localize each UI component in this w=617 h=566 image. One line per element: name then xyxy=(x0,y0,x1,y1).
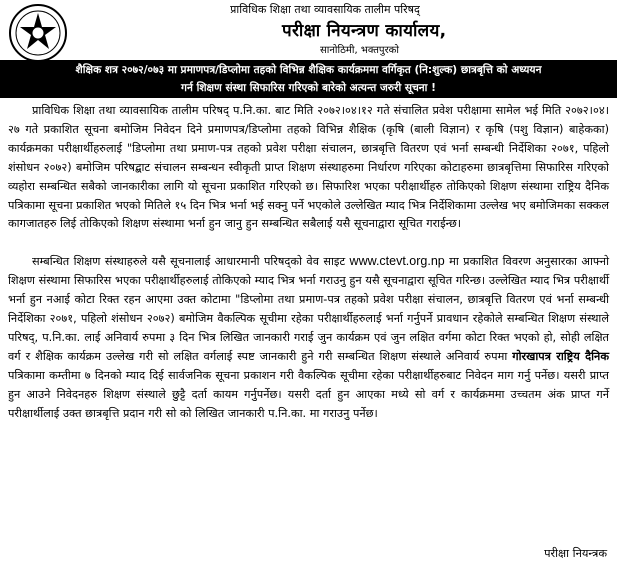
paragraph-2-start: सम्बन्धित शिक्षण संस्थाहरुले यसै सूचनालाई आधारमानी परिषद्को वेव साइट xyxy=(32,255,350,269)
newspaper-name: गोरखापत्र राष्ट्रिय दैनिक xyxy=(512,349,609,363)
paragraph-2 xyxy=(8,252,609,423)
notice-banner xyxy=(0,60,617,98)
signature: परीक्षा नियन्त्रक xyxy=(544,547,607,560)
banner-line-2: गर्न शिक्षण संस्था सिफारिस गरिएको बारेको अत्यन्त जरुरी सूचना ! xyxy=(181,82,436,94)
ctevt-logo xyxy=(8,3,68,63)
office-address: सानोठिमी, भक्तपुरको xyxy=(320,45,399,56)
paragraph-2-middle: मा प्रकाशित विवरण अनुसारका आफ्नो शिक्षण संस्थामा सिफारिस भएका परीक्षार्थीहरुलाई तोकिएको म्याद भित्र भर्ना गराउनु हुन यसै सूचनाद्वारा सूचित गरिन्छ। उल्लेखित म्याद भित्र परीक्षार्थी भर्ना हुन नआई कोटा रिक्त रहन आएमा उक्त कोटामा "डिप्लोमा तथा प्रमाण-पत्र तहको प्रवेश परीक्षा संचालन, छात्रबृत्ति वितरण एवं भर्ना सम्बन्धी निर्देशिका २०७१, पहिलो शंसोधन २०७२) बमोजिम वैकल्पिक सूचीमा रहेका परीक्षार्थीहरुलाई भर्ना गर्नुपर्ने प्रावधान रहेकोले सम्बन्धित शिक्षण संस्थाले परिषद्, प.नि.का. लाई अनिवार्य रुपमा ३ दिन भित्र लिखित जानकारी गराई जुन कार्यक्रम एवं जुन लक्षित वर्गमा कोटा रिक्त भएको हो, सोही लक्षित वर्ग र शैक्षिक कार्यक्रम उल्लेख गरी सो लक्षित वर्गलाई स्पष्ट जानकारी हुने गरी सम्बन्धित शिक्षण संस्थाले अनिवार्य रुपमा xyxy=(8,255,609,363)
paragraph-2-end: पत्रिकामा कम्तीमा ७ दिनको म्याद दिई सार्वजनिक सूचना प्रकाशन गरी वैकल्पिक सूचीमा रहेका परीक्षार्थीहरुबाट निवेदन माग गर्नु पर्नेछ। यसरी प्राप्त हुन आउने निवेदनहरु शिक्षण संस्थाले छुट्टै दर्ता कायम गर्नुपर्नेछ। यसरी दर्ता हुन आएका मध्ये सो वर्ग र कार्यक्रममा उच्चतम अंक प्राप्त गर्ने परीक्षार्थीलाई उक्त छात्रबृत्ति प्रदान गरी सो को लिखित जानकारी प.नि.का. मा गराउनु पर्नेछ। xyxy=(8,368,609,420)
notice-body xyxy=(8,102,609,424)
website-link[interactable]: www.ctevt.org.np xyxy=(349,254,445,269)
paragraph-1: प्राविधिक शिक्षा तथा व्यावसायिक तालीम परिषद् प.नि.का. बाट मिति २०७२।०४।१२ गते संचालित प्रवेश परीक्षामा सामेल भई मिति २०७२।०४।२७ गते प्रकाशित सूचना बमोजिम निवेदन दिने प्रमाणपत्र/डिप्लोमा तहको विभिन्न शैक्षिक (कृषि (बाली विज्ञान) र कृषि (पशु विज्ञान) बाहेकका) कार्यक्रमका परीक्षार्थीहरुलाई "डिप्लोमा तथा प्रमाण-पत्र तहको प्रवेश परीक्षा संचालन, छात्रबृत्ति वितरण एवं भर्ना सम्बन्धी निर्देशिका २०७१, पहिलो शंसोधन २०७२) बमोजिम परिषद्बाट संचालन सम्बन्धन स्वीकृती प्राप्त शिक्षण संस्थाहरुमा निर्धारण गरिएका कोटाहरुमा छात्रबृत्तिमा सिफारिस गरिएको व्यहोरा सम्बन्धित सबैको जानकारीका लागि यो सूचना प्रकाशित गरिएको छ। सिफारिश भएका परीक्षार्थीहरु तोकिएको शिक्षण संस्थामा राष्ट्रिय दैनिक पत्रिकामा सूचना प्रकाशित भएको मितिले १५ दिन भित्र भर्ना भई सक्नु पर्ने भएकोले उल्लेखित म्याद भित्र निर्देशिकामा उल्लेख भए बमोजिमका सक्कल कागजातहरु लिई तोकिएको शिक्षण संस्थामा भर्ना हुन जानु हुन सम्बन्धित सबैलाई यसै सूचनाद्वारा सूचित गराईन्छ। xyxy=(8,104,609,231)
org-name: प्राविधिक शिक्षा तथा व्यावसायिक तालीम परिषद् xyxy=(230,3,420,16)
banner-line-1: शैक्षिक शत्र २०७२/०७३ मा प्रमाणपत्र/डिप्लोमा तहको विभिन्न शैक्षिक कार्यक्रममा वर्गिकृत (नि:शुल्क) छात्रबृत्ति को अध्ययन xyxy=(75,64,542,76)
office-title: परीक्षा नियन्त्रण कार्यालय, xyxy=(282,21,447,41)
